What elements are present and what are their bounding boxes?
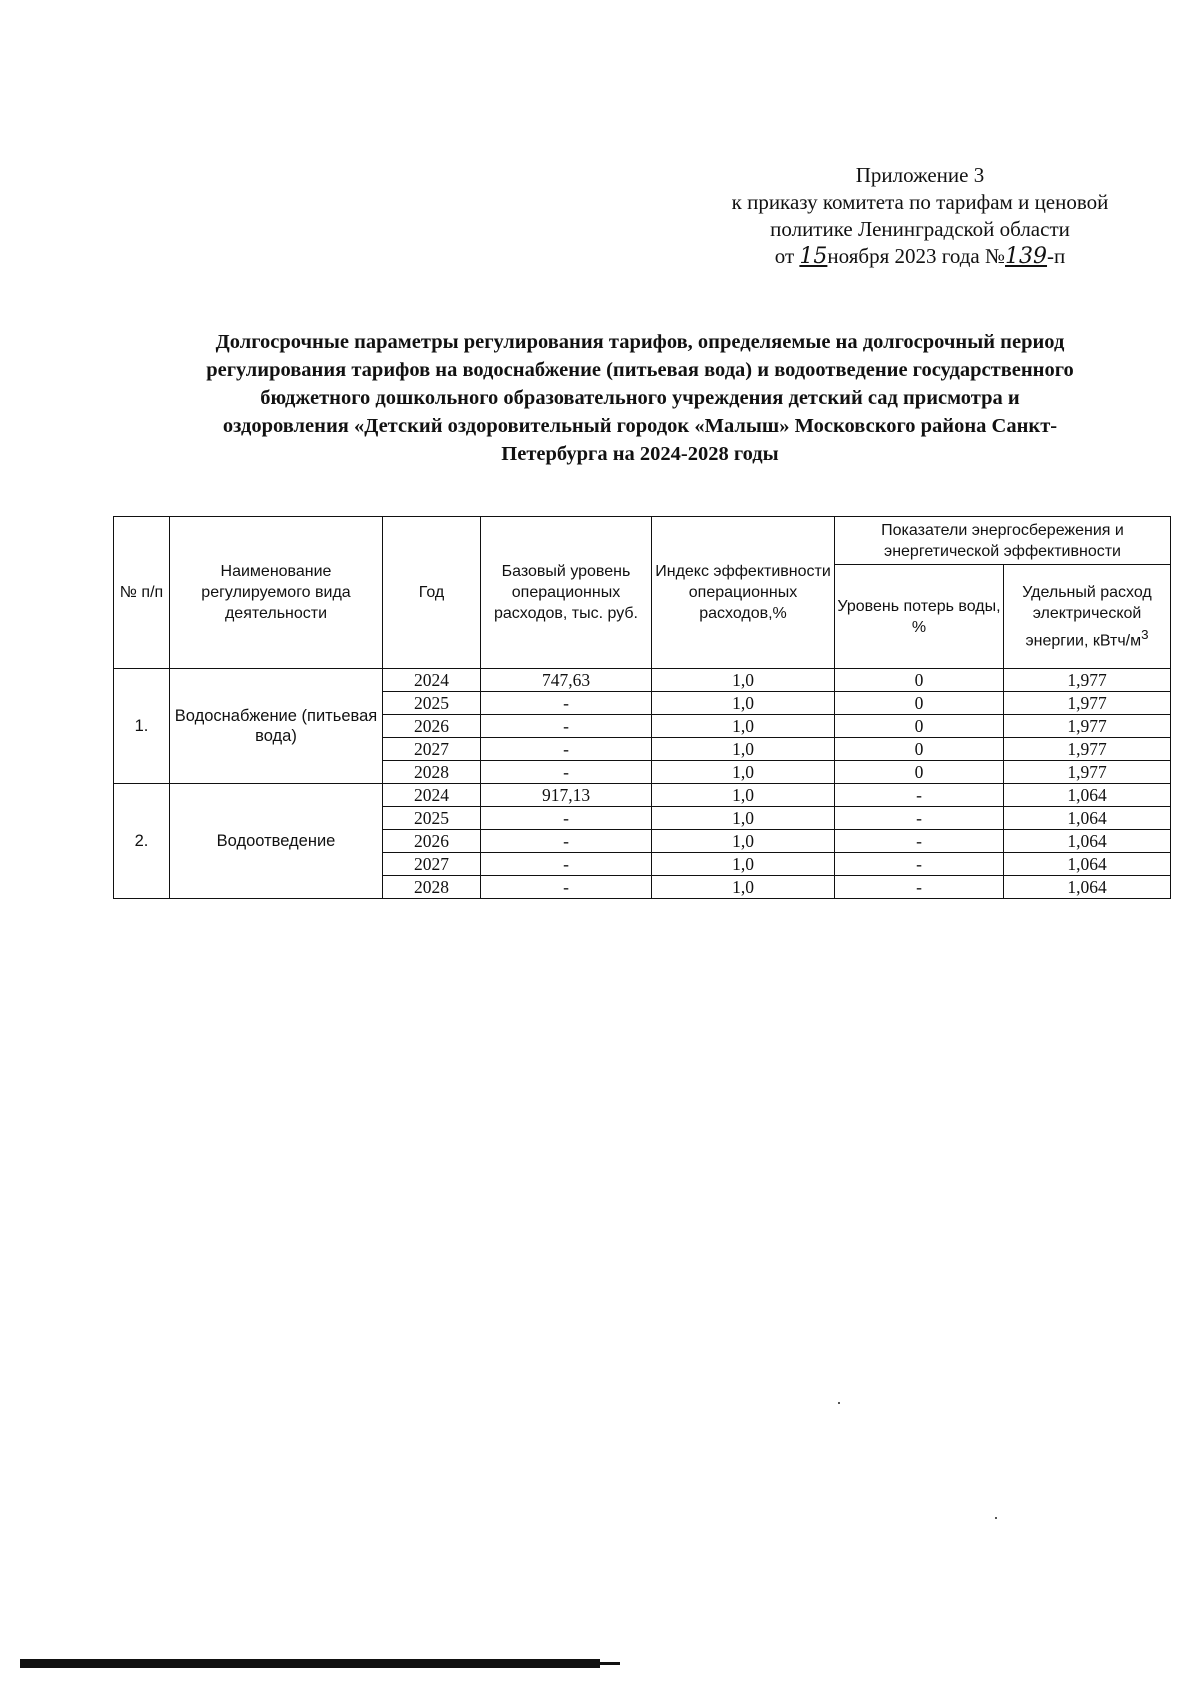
row-activity: Водоснабжение (питьевая вода) bbox=[170, 669, 383, 784]
header-energy-use bbox=[1004, 565, 1171, 669]
cell-year: 2024 bbox=[383, 784, 481, 807]
cell-energy: 1,064 bbox=[1004, 784, 1171, 807]
cell-loss: 0 bbox=[835, 692, 1004, 715]
cell-loss: 0 bbox=[835, 738, 1004, 761]
handwritten-order-number: 139 bbox=[1005, 244, 1048, 269]
cell-year: 2028 bbox=[383, 876, 481, 899]
cell-base: - bbox=[481, 738, 652, 761]
annex-date-line bbox=[680, 243, 1160, 270]
cell-loss: 0 bbox=[835, 761, 1004, 784]
cell-year: 2026 bbox=[383, 715, 481, 738]
title-line-3: бюджетного дошкольного образовательного учреждения детский сад присмотра и bbox=[260, 387, 1020, 409]
cell-base: 917,13 bbox=[481, 784, 652, 807]
cell-base: - bbox=[481, 807, 652, 830]
header-efficiency-index: Индекс эффективности операционных расходов,% bbox=[652, 517, 835, 669]
cell-loss: - bbox=[835, 830, 1004, 853]
date-rest: ноября 2023 года № bbox=[827, 244, 1006, 268]
cell-base: - bbox=[481, 692, 652, 715]
cell-index: 1,0 bbox=[652, 876, 835, 899]
table-row bbox=[114, 784, 1171, 807]
cell-index: 1,0 bbox=[652, 853, 835, 876]
cell-loss: - bbox=[835, 853, 1004, 876]
annex-authority: политике Ленинградской области bbox=[770, 217, 1070, 241]
cell-index: 1,0 bbox=[652, 669, 835, 692]
handwritten-day: 15 bbox=[799, 244, 828, 269]
cell-year: 2025 bbox=[383, 692, 481, 715]
cell-index: 1,0 bbox=[652, 807, 835, 830]
cell-base: - bbox=[481, 853, 652, 876]
row-activity: Водоотведение bbox=[170, 784, 383, 899]
scan-speck bbox=[838, 1402, 840, 1404]
cell-loss: - bbox=[835, 807, 1004, 830]
title-line-2: регулирования тарифов на водоснабжение (питьевая вода) и водоотведение государственного bbox=[206, 359, 1074, 381]
cell-base: - bbox=[481, 876, 652, 899]
cell-index: 1,0 bbox=[652, 738, 835, 761]
order-suffix: -п bbox=[1047, 244, 1066, 268]
cell-base: - bbox=[481, 830, 652, 853]
cell-energy: 1,064 bbox=[1004, 876, 1171, 899]
cell-index: 1,0 bbox=[652, 784, 835, 807]
cell-base: 747,63 bbox=[481, 669, 652, 692]
cell-base: - bbox=[481, 761, 652, 784]
cell-year: 2025 bbox=[383, 807, 481, 830]
cell-year: 2024 bbox=[383, 669, 481, 692]
title-line-4: оздоровления «Детский оздоровительный городок «Малыш» Московского района Санкт- bbox=[222, 415, 1058, 437]
cell-loss: 0 bbox=[835, 715, 1004, 738]
header-activity: Наименование регулируемого вида деятельности bbox=[170, 517, 383, 669]
date-prefix: от bbox=[774, 244, 795, 268]
cell-energy: 1,977 bbox=[1004, 761, 1171, 784]
cell-index: 1,0 bbox=[652, 830, 835, 853]
cell-loss: 0 bbox=[835, 669, 1004, 692]
cell-energy: 1,064 bbox=[1004, 853, 1171, 876]
cell-energy: 1,064 bbox=[1004, 807, 1171, 830]
header-energy-group: Показатели энергосбережения и энергетической эффективности bbox=[835, 517, 1171, 565]
header-water-loss: Уровень потерь воды, % bbox=[835, 565, 1004, 669]
header-num: № п/п bbox=[114, 517, 170, 669]
cell-energy: 1,977 bbox=[1004, 738, 1171, 761]
cell-year: 2028 bbox=[383, 761, 481, 784]
cell-index: 1,0 bbox=[652, 715, 835, 738]
table-row bbox=[114, 669, 1171, 692]
title-line-1: Долгосрочные параметры регулирования тарифов, определяемые на долгосрочный период bbox=[215, 331, 1065, 353]
cell-energy: 1,977 bbox=[1004, 692, 1171, 715]
cell-loss: - bbox=[835, 876, 1004, 899]
scan-speck bbox=[995, 1517, 997, 1519]
cell-index: 1,0 bbox=[652, 692, 835, 715]
annex-reference: к приказу комитета по тарифам и ценовой bbox=[731, 190, 1109, 214]
cell-energy: 1,064 bbox=[1004, 830, 1171, 853]
cell-year: 2027 bbox=[383, 738, 481, 761]
header-base-level: Базовый уровень операционных расходов, тыс. руб. bbox=[481, 517, 652, 669]
header-energy-use-label: Удельный расход электрической энергии, кВтч/м bbox=[1022, 583, 1152, 650]
cell-loss: - bbox=[835, 784, 1004, 807]
cell-base: - bbox=[481, 715, 652, 738]
document-title bbox=[115, 328, 1165, 468]
header-energy-use-sup: 3 bbox=[1141, 626, 1149, 642]
cell-year: 2026 bbox=[383, 830, 481, 853]
header-year: Год bbox=[383, 517, 481, 669]
cell-index: 1,0 bbox=[652, 761, 835, 784]
table-body bbox=[114, 669, 1171, 899]
tariff-parameters-table bbox=[113, 516, 1171, 899]
row-num: 1. bbox=[114, 669, 170, 784]
title-line-5: Петербурга на 2024-2028 годы bbox=[501, 443, 779, 465]
annex-title: Приложение 3 bbox=[855, 163, 985, 187]
row-num: 2. bbox=[114, 784, 170, 899]
cell-energy: 1,977 bbox=[1004, 715, 1171, 738]
scan-edge-bar bbox=[20, 1659, 600, 1668]
cell-energy: 1,977 bbox=[1004, 669, 1171, 692]
table-header bbox=[114, 517, 1171, 669]
annex-block bbox=[680, 162, 1160, 270]
cell-year: 2027 bbox=[383, 853, 481, 876]
